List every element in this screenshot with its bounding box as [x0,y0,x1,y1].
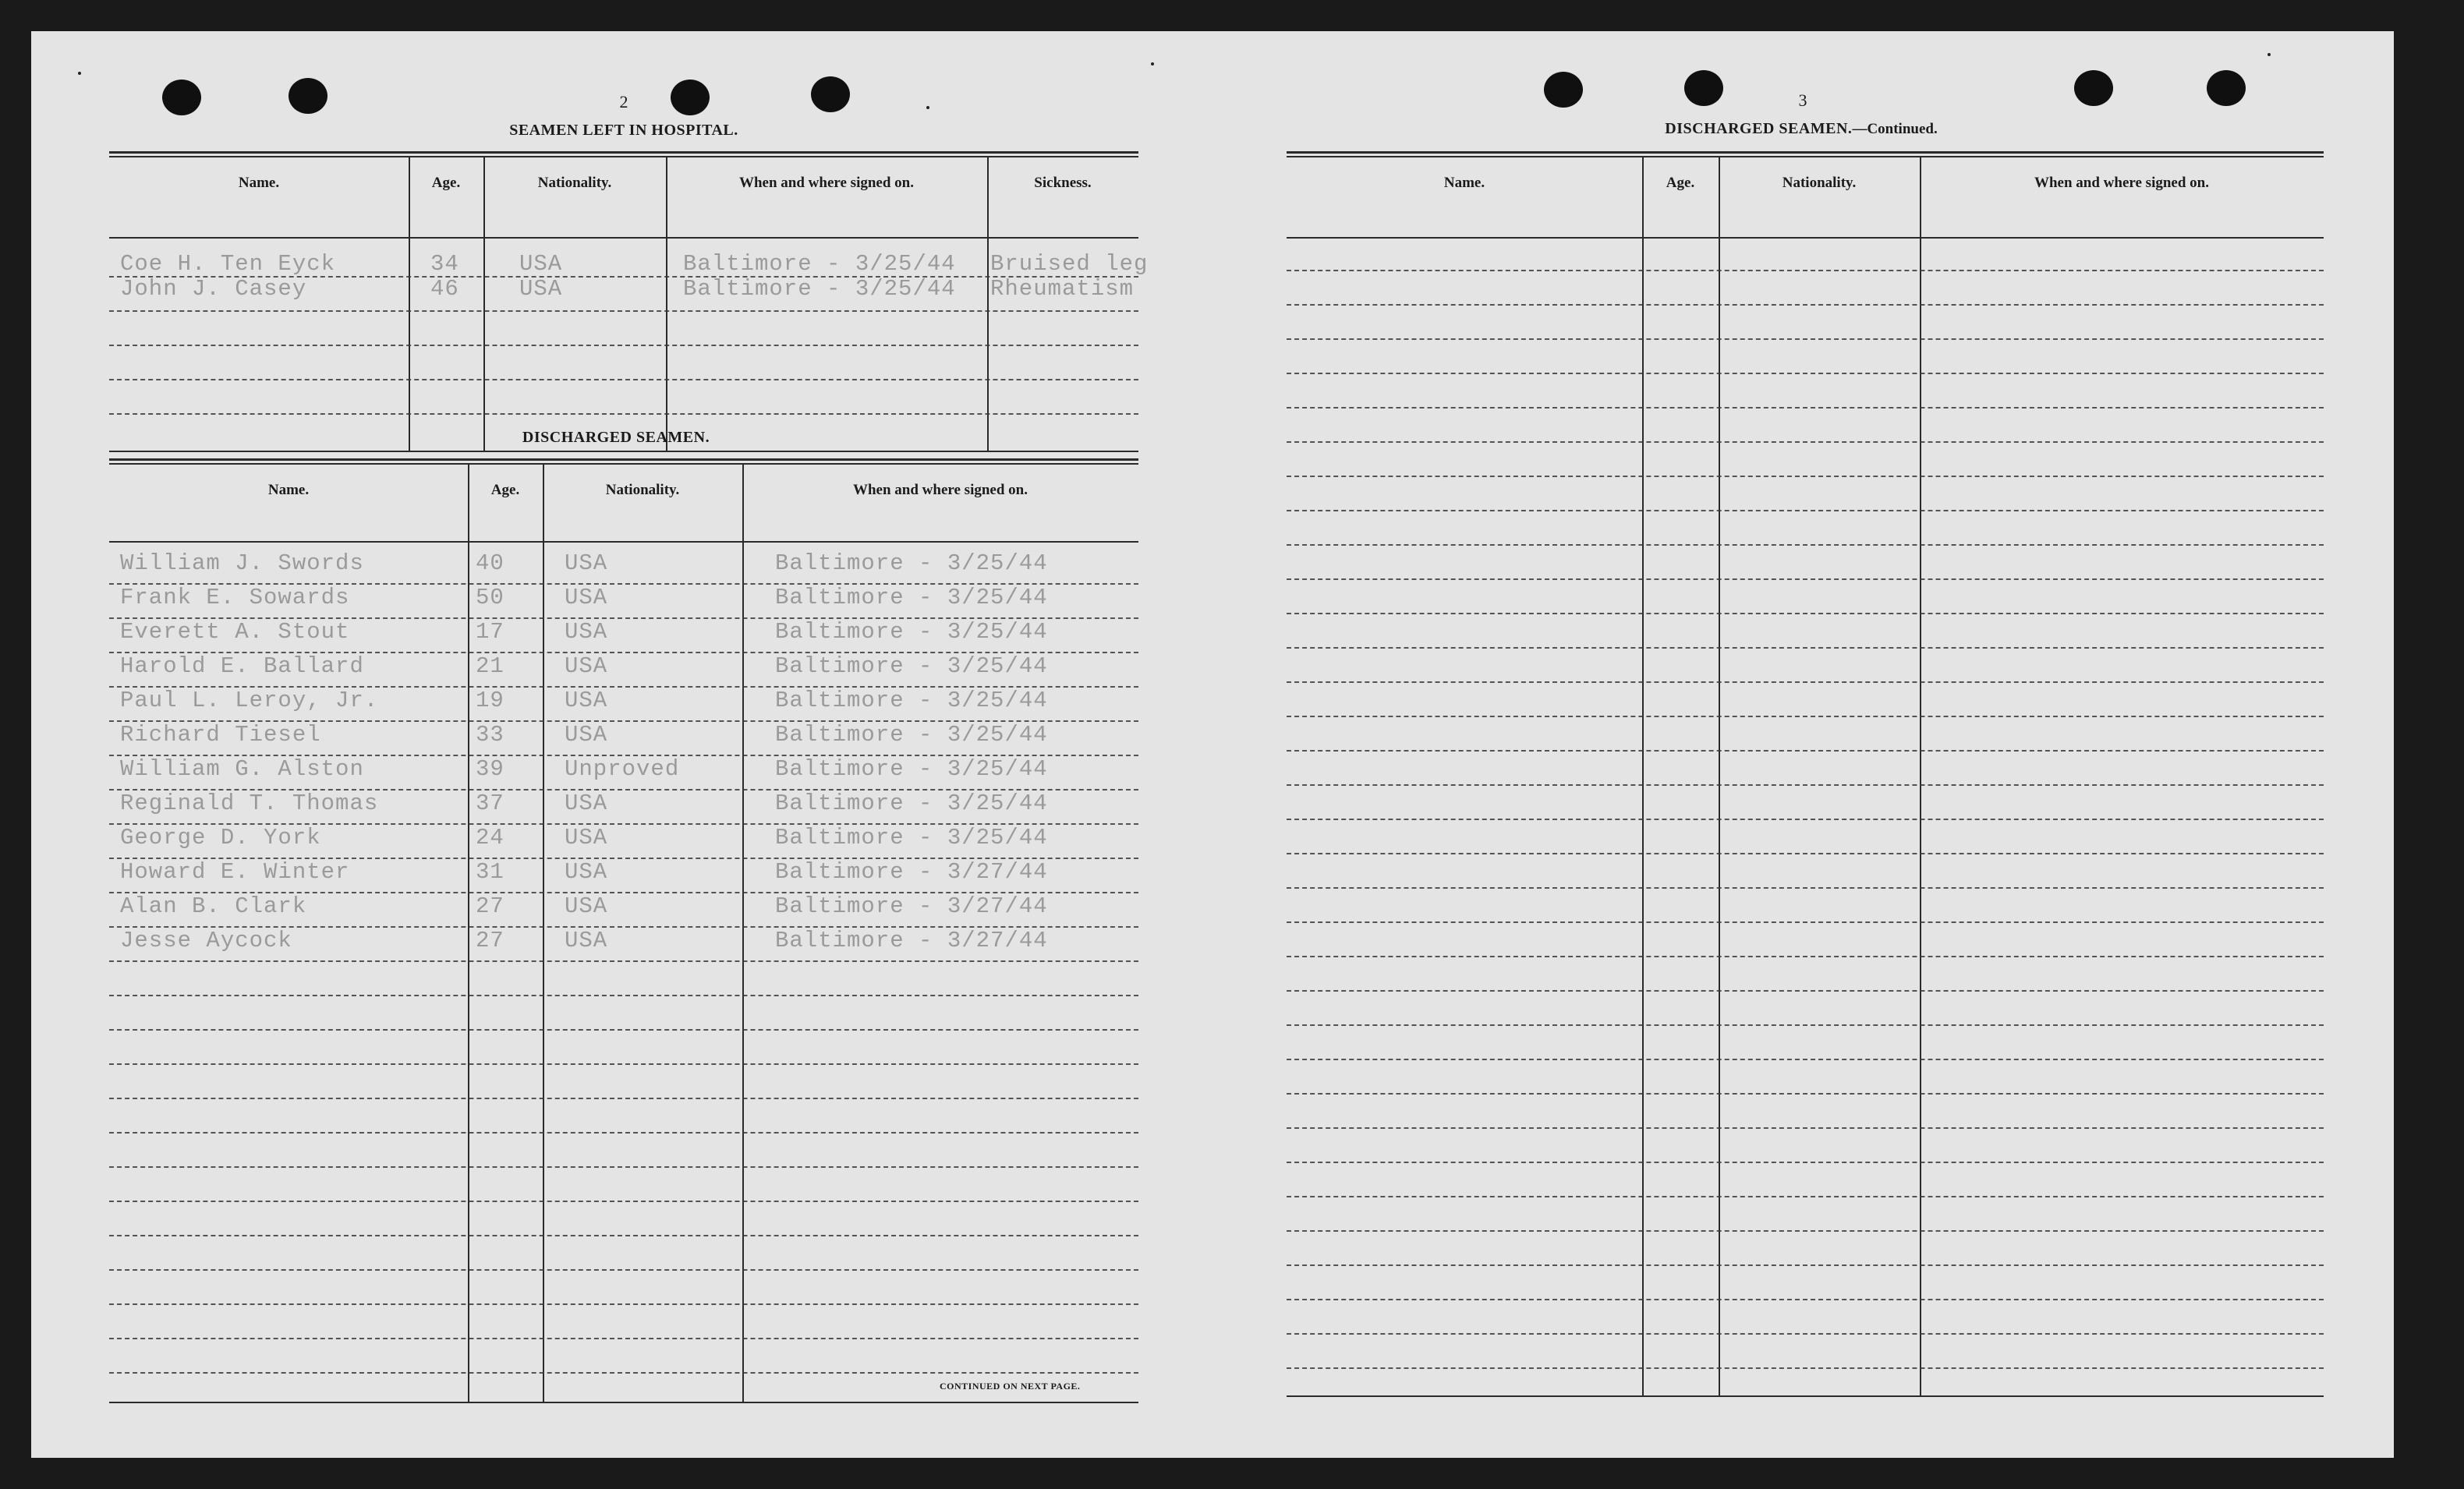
table-row [109,925,1138,954]
cell-name: William J. Swords [120,550,364,576]
table-row [109,890,1138,920]
ruled-line [1287,990,2324,992]
ruled-line [109,1303,1138,1305]
ruled-line [1287,1127,2324,1129]
column-header: Name. [238,175,280,191]
cell-signed_on: Baltimore - 3/25/44 [683,276,956,302]
cell-name: John J. Casey [120,276,307,302]
cell-nationality: USA [565,653,608,679]
table-row [109,582,1138,611]
table-row [109,787,1138,817]
page-number-left: 2 [619,92,628,111]
header-underline [109,237,1138,239]
cell-age: 27 [476,928,504,953]
hospital-table [109,151,1149,455]
column-header: Nationality. [1782,175,1857,191]
cell-nationality: USA [565,550,608,576]
header-underline [109,541,1138,543]
speck [78,72,81,75]
cell-name: Everett A. Stout [120,619,350,645]
ruled-line [1287,613,2324,614]
cell-nationality: USA [565,825,608,851]
cell-name: Richard Tiesel [120,722,321,748]
discharged-section-title: DISCHARGED SEAMEN. [522,429,710,446]
ruled-line [109,1269,1138,1271]
cell-age: 39 [476,756,504,782]
column-divider [483,157,485,451]
ruled-line [1287,270,2324,271]
punch-hole [1544,72,1583,108]
hospital-section-title: SEAMEN LEFT IN HOSPITAL. [509,122,738,139]
cell-age: 19 [476,688,504,713]
header-underline [1287,237,2324,239]
table-row [109,856,1138,886]
ruled-line [1287,1024,2324,1026]
ruled-line [1287,373,2324,374]
top-double-rule [109,151,1138,157]
cell-name: Howard E. Winter [120,859,350,885]
ruled-line [109,995,1138,996]
cell-nationality: USA [519,251,563,277]
table-row [109,616,1138,645]
ruled-line [1287,956,2324,957]
column-divider [1920,157,1921,1395]
discharged-table [109,458,1138,1411]
table-row [109,273,1138,302]
column-divider [409,157,410,451]
column-header: Name. [267,482,310,498]
column-header: Sickness. [1034,175,1092,191]
ruled-line [109,310,1138,312]
bottom-rule [1287,1395,2324,1397]
discharged-continued-title [1606,120,1996,138]
cell-age: 31 [476,859,504,885]
ruled-line [1287,1230,2324,1232]
column-divider [1719,157,1720,1395]
cell-name: Coe H. Ten Eyck [120,251,336,277]
ruled-line [109,379,1138,380]
speck [926,106,929,109]
top-double-rule [1287,151,2324,157]
ruled-line [1287,1333,2324,1335]
ruled-line [109,1098,1138,1099]
continued-note: CONTINUED ON NEXT PAGE. [940,1381,1081,1392]
cell-name: George D. York [120,825,321,851]
continued-title-main: DISCHARGED SEAMEN. [1665,120,1853,137]
ruled-line [1287,1264,2324,1266]
ruled-line [109,1372,1138,1374]
punch-hole [671,80,710,115]
cell-nationality: USA [565,722,608,748]
table-row [109,650,1138,680]
cell-sickness: Rheumatism [990,276,1135,302]
cell-signed_on: Baltimore - 3/25/44 [775,756,1048,782]
ruled-line [1287,921,2324,923]
bottom-rule [109,451,1138,452]
cell-signed_on: Baltimore - 3/25/44 [683,251,956,277]
ruled-line [1287,1093,2324,1095]
column-header: Age. [1666,175,1695,191]
punch-hole [811,76,850,112]
cell-nationality: USA [565,859,608,885]
ruled-line [1287,1162,2324,1163]
punch-hole [289,78,327,114]
table-row [109,719,1138,748]
ruled-line [109,413,1138,415]
cell-nationality: USA [565,688,608,713]
ruled-line [1287,338,2324,340]
ruled-line [1287,853,2324,854]
ruled-line [1287,1059,2324,1060]
column-divider [987,157,989,451]
cell-name: Alan B. Clark [120,893,307,919]
column-header: Nationality. [537,175,612,191]
ruled-line [1287,784,2324,786]
column-header: Name. [1443,175,1485,191]
ruled-line [109,960,1138,962]
cell-age: 34 [430,251,459,277]
punch-hole [2074,70,2113,106]
bottom-rule [109,1402,1138,1403]
ruled-line [109,1166,1138,1168]
punch-hole [1684,70,1723,106]
ruled-line [1287,544,2324,546]
ruled-line [1287,716,2324,717]
cell-signed_on: Baltimore - 3/27/44 [775,928,1048,953]
speck [2268,53,2271,56]
column-header: Age. [490,482,520,498]
punch-hole [162,80,201,115]
cell-nationality: USA [565,928,608,953]
cell-signed_on: Baltimore - 3/25/44 [775,790,1048,816]
speck [1151,62,1154,65]
ruled-line [109,1063,1138,1065]
cell-signed_on: Baltimore - 3/27/44 [775,859,1048,885]
column-divider [1642,157,1644,1395]
cell-nationality: USA [519,276,563,302]
cell-name: Reginald T. Thomas [120,790,379,816]
column-header: Nationality. [605,482,680,498]
cell-age: 33 [476,722,504,748]
column-header: Age. [431,175,461,191]
column-header: When and where signed on. [738,175,914,191]
table-row [109,753,1138,783]
continued-title-suffix: —Continued. [1852,121,1938,137]
ruled-line [1287,1196,2324,1197]
ruled-line [109,1132,1138,1134]
cell-age: 40 [476,550,504,576]
cell-nationality: USA [565,893,608,919]
ruled-line [109,1338,1138,1339]
cell-signed_on: Baltimore - 3/25/44 [775,619,1048,645]
ruled-line [1287,441,2324,443]
cell-name: Paul L. Leroy, Jr. [120,688,379,713]
cell-age: 21 [476,653,504,679]
ruled-line [1287,647,2324,649]
cell-age: 17 [476,619,504,645]
cell-name: Harold E. Ballard [120,653,364,679]
cell-signed_on: Baltimore - 3/25/44 [775,550,1048,576]
cell-sickness: Bruised leg [990,251,1149,277]
cell-signed_on: Baltimore - 3/25/44 [775,585,1048,610]
cell-nationality: Unproved [565,756,680,782]
cell-name: William G. Alston [120,756,364,782]
ruled-line [1287,476,2324,477]
ruled-line [109,1029,1138,1031]
ruled-line [109,1201,1138,1202]
ruled-line [1287,407,2324,409]
punch-hole [2207,70,2246,106]
cell-name: Frank E. Sowards [120,585,350,610]
cell-signed_on: Baltimore - 3/25/44 [775,688,1048,713]
cell-signed_on: Baltimore - 3/27/44 [775,893,1048,919]
cell-age: 27 [476,893,504,919]
cell-signed_on: Baltimore - 3/25/44 [775,653,1048,679]
ruled-line [1287,887,2324,889]
column-header: When and where signed on. [2034,175,2209,191]
ruled-line [109,1235,1138,1236]
ruled-line [1287,681,2324,683]
ruled-line [1287,304,2324,306]
ruled-line [109,345,1138,346]
cell-signed_on: Baltimore - 3/25/44 [775,722,1048,748]
table-row [109,684,1138,714]
ruled-line [1287,510,2324,511]
cell-nationality: USA [565,585,608,610]
cell-nationality: USA [565,619,608,645]
table-row [109,822,1138,851]
ruled-line [1287,819,2324,820]
column-header: When and where signed on. [852,482,1028,498]
ledger-spread [31,31,2394,1458]
cell-signed_on: Baltimore - 3/25/44 [775,825,1048,851]
cell-age: 50 [476,585,504,610]
column-divider [666,157,667,451]
table-row [109,547,1138,577]
discharged-continued-table [1287,151,2324,1414]
page-number-right: 3 [1798,90,1807,110]
ruled-line [1287,578,2324,580]
cell-age: 24 [476,825,504,851]
cell-name: Jesse Aycock [120,928,292,953]
ruled-line [1287,1367,2324,1369]
cell-nationality: USA [565,790,608,816]
ruled-line [1287,1299,2324,1300]
cell-age: 37 [476,790,504,816]
top-double-rule [109,458,1138,465]
ruled-line [1287,750,2324,752]
cell-age: 46 [430,276,459,302]
